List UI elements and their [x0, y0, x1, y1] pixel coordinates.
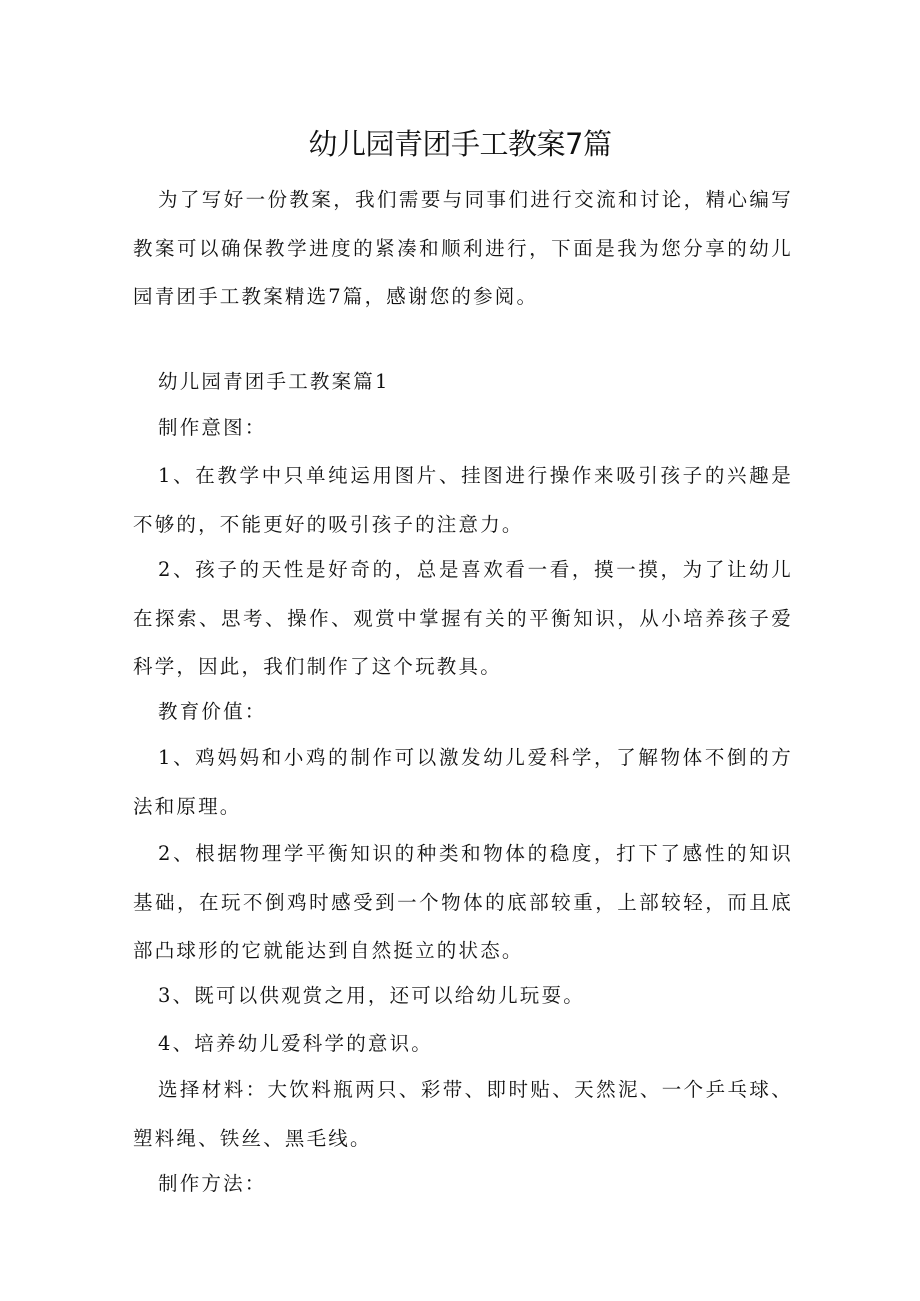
method-heading: 制作方法： [158, 1172, 267, 1195]
intent-heading: 制作意图： [158, 416, 267, 439]
value-item-1: 1、鸡妈妈和小鸡的制作可以激发幼儿爱科学，了解物体不倒的方法和原理。 [133, 746, 793, 818]
materials-paragraph: 选择材料：大饮料瓶两只、彩带、即时贴、天然泥、一个乒乓球、塑料绳、铁丝、黑毛线。 [133, 1078, 793, 1150]
value-item-4: 4、培养幼儿爱科学的意识。 [158, 1032, 434, 1055]
value-heading: 教育价值： [158, 700, 267, 723]
intro-paragraph: 为了写好一份教案，我们需要与同事们进行交流和讨论，精心编写教案可以确保教学进度的紧凑和顺利进行，下面是我为您分享的幼儿园青团手工教案精选7篇，感谢您的参阅。 [133, 188, 793, 308]
value-item-2: 2、根据物理学平衡知识的种类和物体的稳度，打下了感性的知识基础，在玩不倒鸡时感受到一个物体的底部较重，上部较轻，而且底部凸球形的它就能达到自然挺立的状态。 [133, 842, 793, 962]
intent-item-1: 1、在教学中只单纯运用图片、挂图进行操作来吸引孩子的兴趣是不够的，不能更好的吸引孩子的注意力。 [133, 464, 793, 536]
document-title: 幼儿园青团手工教案7篇 [308, 127, 612, 161]
section-heading: 幼儿园青团手工教案篇1 [158, 370, 390, 393]
intent-item-2: 2、孩子的天性是好奇的，总是喜欢看一看，摸一摸，为了让幼儿在探索、思考、操作、观赏中掌握有关的平衡知识，从小培养孩子爱科学，因此，我们制作了这个玩教具。 [133, 558, 793, 678]
value-item-3: 3、既可以供观赏之用，还可以给幼儿玩耍。 [158, 984, 585, 1007]
